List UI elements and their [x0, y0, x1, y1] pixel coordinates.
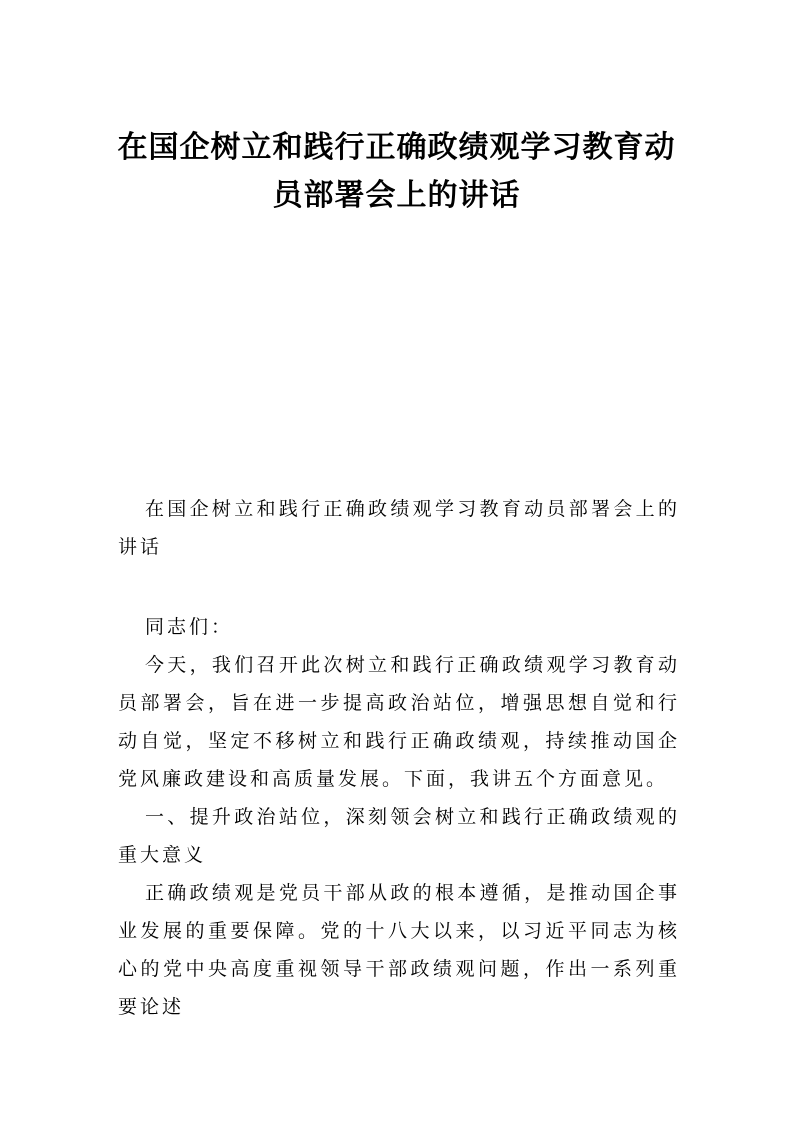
spacer — [118, 566, 680, 608]
title-line-2: 员部署会上的讲话 — [272, 178, 521, 213]
document-title — [0, 124, 793, 220]
title-line-1: 在国企树立和践行正确政绩观学习教育动 — [117, 130, 676, 165]
body-heading: 在国企树立和践行正确政绩观学习教育动员部署会上的讲话 — [118, 498, 680, 558]
salutation: 同志们： — [145, 616, 234, 638]
document-body — [118, 490, 680, 1026]
intro-paragraph: 今天，我们召开此次树立和践行正确政绩观学习教育动员部署会，旨在进一步提高政治站位，增强思想自觉和行动自觉，坚定不移树立和践行正确政绩观，持续推动国企党风廉政建设和高质量发展。下面，我讲五个方面意见。 — [118, 654, 680, 790]
body-paragraph: 正确政绩观是党员干部从政的根本遵循，是推动国企事业发展的重要保障。党的十八大以来，以习近平同志为核心的党中央高度重视领导干部政绩观问题，作出一系列重要论述 — [118, 882, 680, 1018]
section-heading-1: 一、提升政治站位，深刻领会树立和践行正确政绩观的重大意义 — [118, 806, 680, 866]
